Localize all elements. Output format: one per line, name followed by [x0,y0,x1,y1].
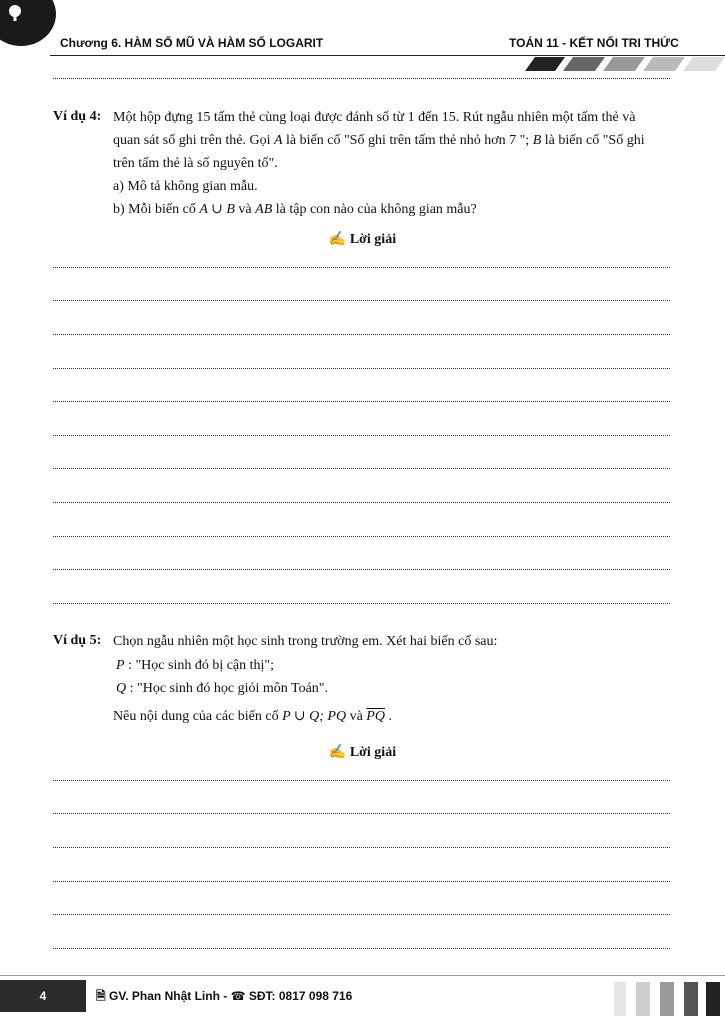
footer-credit: 🗎 GV. Phan Nhật Linh - ☎ SĐT: 0817 098 716 [96,989,353,1003]
example-4-line-3: trên tấm thẻ là số nguyên tố". [113,156,278,171]
example-4-line-1: Một hộp đựng 15 tấm thẻ cùng loại được đánh số từ 1 đến 15. Rút ngẫu nhiên một tấm thẻ và [113,110,636,125]
answer-line [53,780,670,781]
example-5-intro: Chọn ngẫu nhiên một học sinh trong trường em. Xét hai biến cố sau: [113,634,498,649]
answer-line [53,300,670,301]
event-q: Q : "Học sinh đó học giỏi môn Toán". [116,681,329,696]
example-4-label: Ví dụ 4: [53,109,102,124]
author-name: GV. Phan Nhật Linh [109,989,220,1003]
answer-line [53,847,670,848]
chapter-title: Chương 6. HÀM SỐ MŨ VÀ HÀM SỐ LOGARIT [60,36,324,50]
phone-icon: ☎ [230,989,246,1003]
var-a: A [273,133,283,148]
answer-line [53,881,670,882]
example-5-label: Ví dụ 5: [53,633,102,648]
logo-badge [0,0,56,46]
var-b: B [532,133,542,148]
pencil-icon: ✍ [328,232,347,247]
logo-icon [6,4,24,22]
answer-line [53,435,670,436]
example-4-part-b: b) Mỗi biến cố A ∪ B và AB là tập con nào của không gian mẫu? [113,202,477,217]
example-5-task: Nêu nội dung của các biến cố P ∪ Q; PQ và $\overline{PQ}$ . [113,709,392,724]
example-4-part-a: a) Mô tả không gian mẫu. [113,179,258,194]
header-stripes [515,57,725,71]
answer-line [53,334,670,335]
answer-line [53,267,670,268]
answer-line [53,468,670,469]
page-number: 4 [0,980,86,1012]
answer-line [53,502,670,503]
event-p: P : "Học sinh đó bị cận thị"; [116,658,275,673]
union-expression: P ∪ Q; PQ [282,709,347,724]
answer-line [53,813,670,814]
book-title: TOÁN 11 - KẾT NỐI TRI THỨC [509,36,679,50]
answer-line [53,569,670,570]
answer-line [53,603,670,604]
example-4-line-2: quan sát số ghi trên thẻ. Gọi A là biến cố "Số ghi trên tấm thẻ nhỏ hơn 7 "; B là biến cố "Số ghi [113,133,645,148]
solution-heading: ✍ Lời giải [328,232,397,247]
document-icon: 🗎 [96,989,106,1003]
product-expression: AB [255,202,273,217]
answer-line [53,536,670,537]
footer-rule [0,975,725,976]
header-rule [50,55,725,56]
complement-expression: $\overline{PQ}$ [366,709,385,724]
answer-line [53,401,670,402]
union-expression: A ∪ B [199,202,235,217]
answer-line [53,78,670,79]
answer-line [53,948,670,949]
phone-number: SĐT: 0817 098 716 [248,989,353,1003]
footer-stripes [612,978,722,1018]
answer-line [53,368,670,369]
example-4-text [113,106,670,221]
answer-line [53,914,670,915]
solution-heading: ✍ Lời giải [328,745,397,760]
pencil-icon: ✍ [328,745,347,760]
